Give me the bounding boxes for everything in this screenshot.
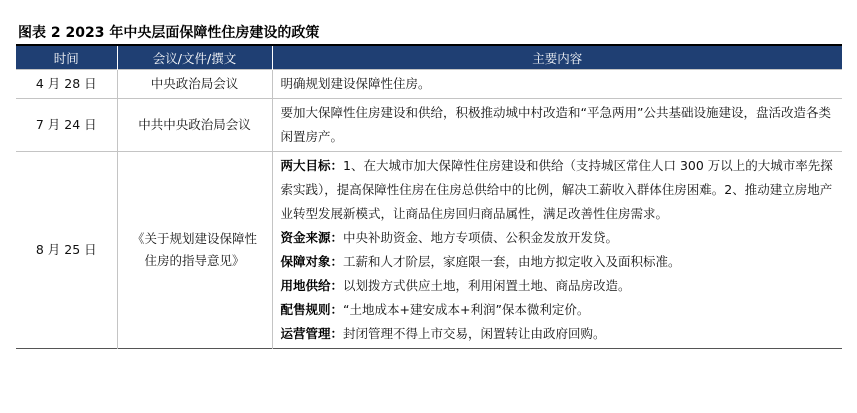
- content-block-funding: [281, 226, 835, 250]
- row-meeting: 中央政治局会议: [117, 70, 272, 99]
- content-text: 1、在大城市加大保障性住房建设和供给（支持城区常住人口 300 万以上的大城市率先探索实践），提高保障性住房在住房总供给中的比例，解决工薪收入群体住房困难。2、推动建立房地产业转型发展新模式，让商品住房回归商品属性，满足改善性住房需求。: [280, 158, 833, 221]
- content-label: 用地供给：: [280, 278, 344, 293]
- content-text: 工薪和人才阶层，家庭限一套，由地方拟定收入及面积标准。: [343, 254, 681, 269]
- table-row: [16, 99, 842, 152]
- row-content: 明确规划建设保障性住房。: [272, 70, 842, 99]
- figure-title: 图表 2 2023 年中央层面保障性住房建设的政策: [16, 22, 842, 46]
- row-meeting: 中共中央政治局会议: [117, 99, 272, 152]
- row-time: 4 月 28 日: [16, 70, 117, 99]
- table-row: [16, 152, 842, 349]
- row-time: 7 月 24 日: [16, 99, 117, 152]
- header-time: 时间: [16, 46, 117, 70]
- content-text: 封闭管理不得上市交易，闲置转让由政府回购。: [343, 326, 606, 341]
- content-label: 运营管理：: [280, 326, 344, 341]
- content-text: “土地成本+建安成本+利润”保本微利定价。: [343, 302, 590, 317]
- content-label: 配售规则：: [280, 302, 344, 317]
- content-block-goals: [281, 154, 835, 226]
- content-label: 资金来源：: [280, 230, 344, 245]
- content-block-target: [281, 250, 835, 274]
- content-block-operation: [281, 322, 835, 346]
- row-content: [272, 152, 842, 349]
- header-content: 主要内容: [272, 46, 842, 70]
- row-time: 8 月 25 日: [16, 152, 117, 349]
- content-block-land: [281, 274, 835, 298]
- content-block-sales: [281, 298, 835, 322]
- content-label: 保障对象：: [280, 254, 344, 269]
- policy-table: [16, 46, 842, 349]
- table-row: [16, 70, 842, 99]
- row-content: 要加大保障性住房建设和供给，积极推动城中村改造和“平急两用”公共基础设施建设，盘活改造各类闲置房产。: [272, 99, 842, 152]
- policy-figure: [16, 22, 842, 349]
- content-text: 以划拨方式供应土地，利用闲置土地、商品房改造。: [343, 278, 631, 293]
- content-text: 中央补助资金、地方专项债、公积金发放开发贷。: [343, 230, 619, 245]
- content-label: 两大目标：: [280, 158, 344, 173]
- row-meeting: 《关于规划建设保障性住房的指导意见》: [117, 152, 272, 349]
- table-header-row: [16, 46, 842, 70]
- header-meeting: 会议/文件/撰文: [117, 46, 272, 70]
